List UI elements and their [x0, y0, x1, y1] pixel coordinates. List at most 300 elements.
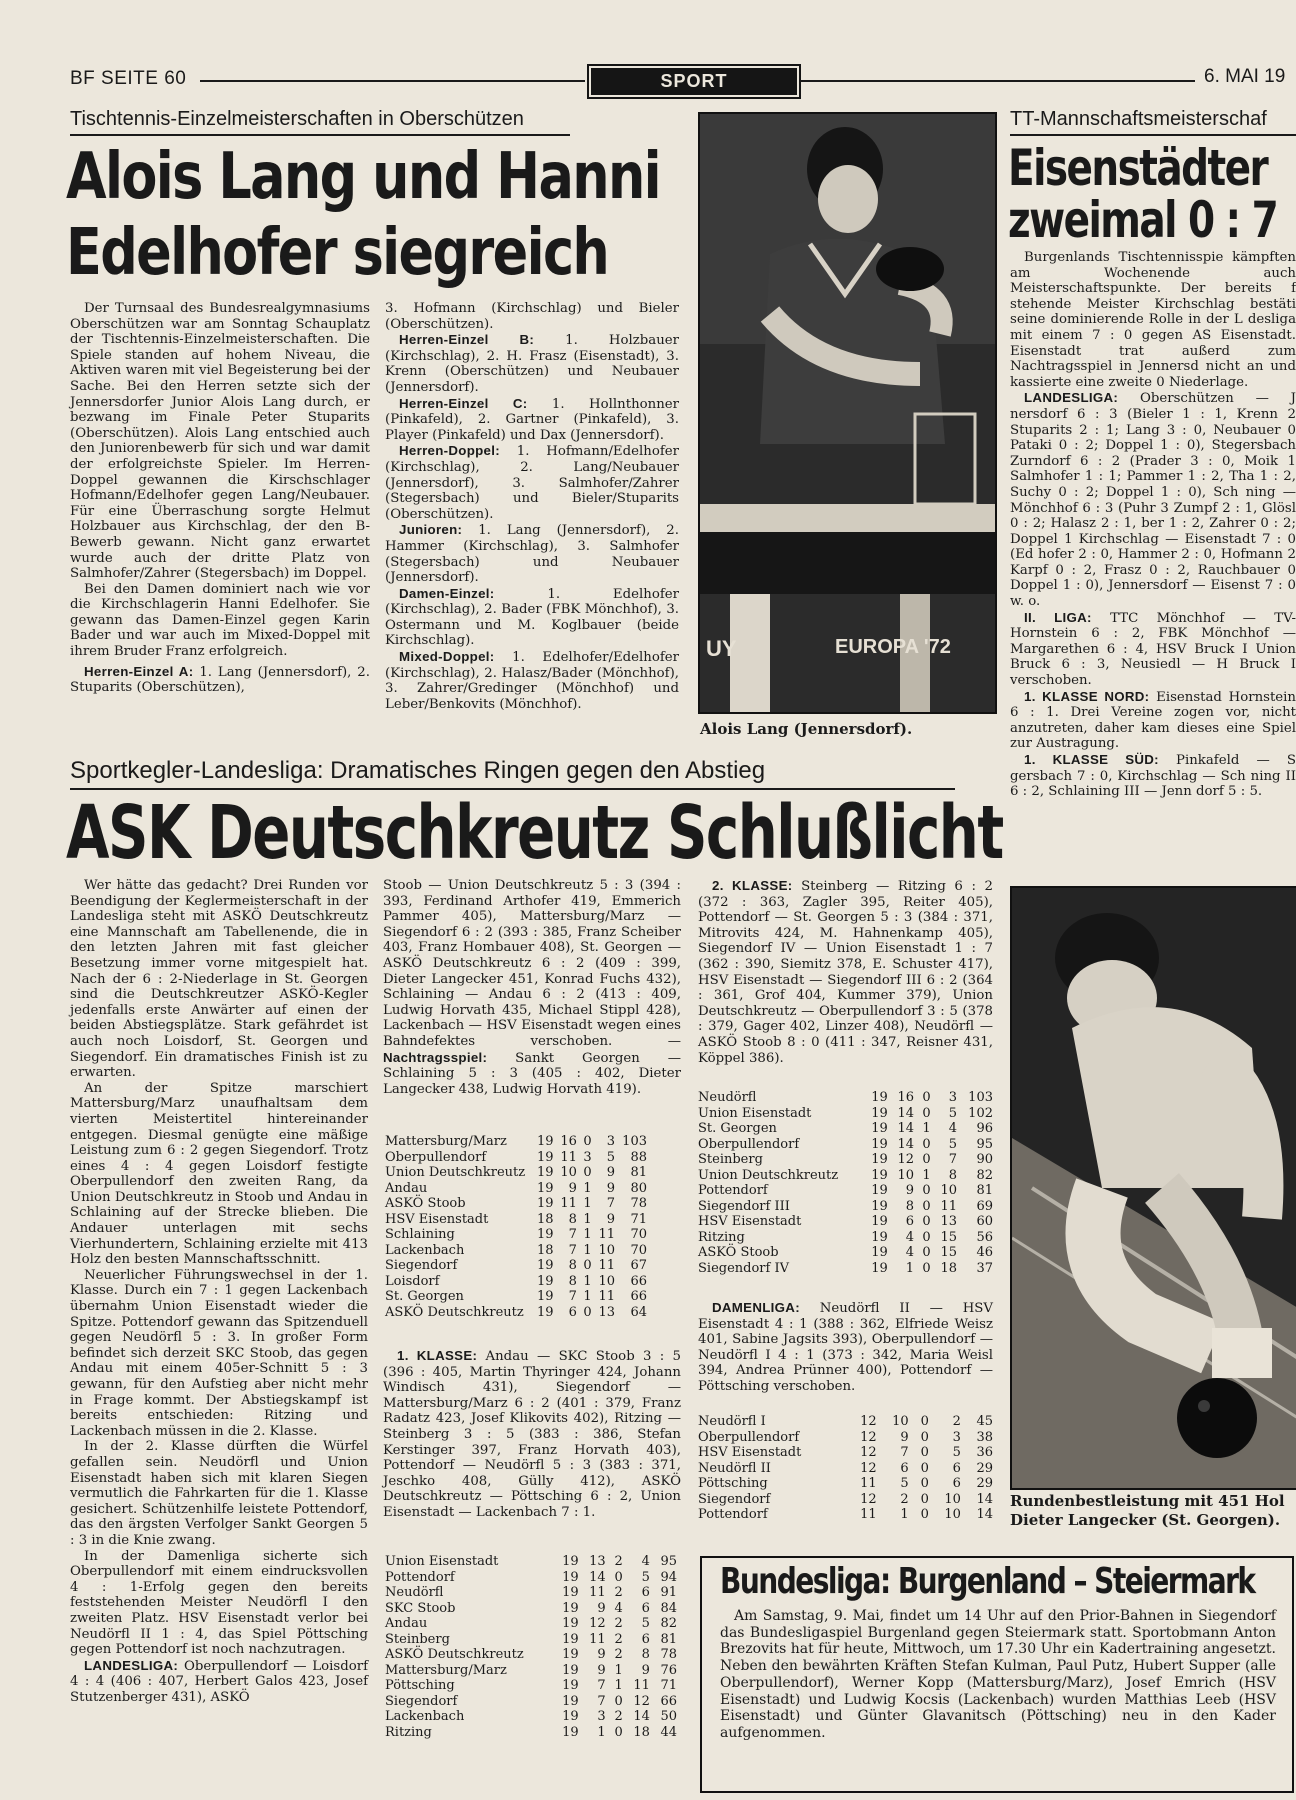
result-text: Eisenstad Hornstein 6 : 1. Drei Vereine zogen vor, nicht anzutreten, daher kam dieses eine Spiel zur Austragung.	[1010, 689, 1296, 752]
tt-headline-line2: Edelhofer siegreich	[66, 216, 609, 290]
team-name: ASKÖ Deutschkreutz	[385, 1304, 524, 1320]
result-text: Andau — SKC Stoob 3 : 5 (396 : 405, Martin Thyringer 424, Johann Windisch 431), Siegendorf — Mattersburg/Marz 6 : 2 (401 : 379, Franz Radatz 423, Josef Klikovits 402), Ritzing — Steinberg 3 : 5 (383 : 386, Stefan Kerstinger 397, Franz Horvath 403), Pottendorf — Neudörfl 5 : 3 (383 : 371, Jeschko 408, Gülly 412), ASKÖ Deutschkreutz — Pöttsching 6 : 2, Union Eisenstadt — Lackenbach 7 : 1.	[383, 1349, 681, 1520]
table-cell: 2	[614, 1616, 623, 1631]
tt-team-headline-line1: Eisenstädter	[1008, 139, 1268, 197]
table-row	[385, 1227, 647, 1243]
table-cell: 14	[897, 1136, 915, 1152]
table-row	[698, 1430, 993, 1446]
table-cell: 103	[622, 1134, 647, 1149]
table-cell: 8	[568, 1211, 577, 1227]
table-cell: 13	[589, 1554, 606, 1569]
team-name: HSV Eisenstadt	[385, 1211, 489, 1227]
result-text: Oberpullendorf — Loisdorf 4 : 4 (406 : 407, Herbert Galos 423, Josef Stutzenberger 431), ASKÖ	[70, 1658, 368, 1705]
table-cell: 4	[905, 1229, 915, 1245]
table-cell: 7	[597, 1693, 606, 1709]
table-cell: 10	[560, 1165, 577, 1180]
table-row	[698, 1507, 993, 1523]
tt-kicker: Tischtennis-Einzelmeisterschaften in Oberschützen	[70, 108, 524, 130]
team-name: Ritzing	[385, 1724, 432, 1740]
table-cell: 66	[660, 1693, 677, 1709]
tt-result-mixed-doppel	[385, 649, 679, 712]
result-label: 1. KLASSE:	[397, 1348, 478, 1363]
table-cell: 36	[976, 1445, 993, 1460]
kegel-kicker: Sportkegler-Landesliga: Dramatisches Ringen gegen den Abstieg	[70, 757, 766, 784]
table-cell: 4	[948, 1121, 957, 1136]
table-cell: 19	[536, 1180, 554, 1196]
result-text: 1. Edelhofer/Edelhofer (Kirchschlag), 2. Halasz/Bader (Mönchhof), 3. Zahrer/Gredinger (Mönchhof) und Leber/Benkovits (Mönchhof).	[385, 650, 679, 712]
table-cell: 0	[614, 1693, 623, 1709]
table-cell: 1	[905, 1260, 915, 1276]
table-cell: 8	[948, 1167, 957, 1183]
table-cell: 19	[536, 1289, 554, 1304]
team-name: Mattersburg/Marz	[385, 1662, 507, 1678]
header-rule-left	[200, 80, 585, 82]
table-cell: 0	[922, 1105, 931, 1121]
table-cell: 0	[922, 1229, 931, 1245]
table-cell: 91	[660, 1585, 677, 1600]
result-label: Damen-Einzel:	[399, 585, 495, 601]
table-cell: 44	[660, 1724, 677, 1740]
result-label: Mixed-Doppel:	[399, 649, 495, 665]
table-cell: 18	[633, 1724, 650, 1740]
tt-paragraph: 3. Hofmann (Kirchschlag) und Bieler (Oberschützen).	[385, 301, 679, 332]
table-cell: 0	[922, 1214, 931, 1229]
team-name: Union Deutschkreutz	[698, 1167, 839, 1183]
team-name: Siegendorf	[698, 1491, 771, 1507]
table-cell: 7	[948, 1152, 957, 1167]
table-cell: 96	[976, 1121, 993, 1136]
table-cell: 19	[562, 1709, 579, 1724]
team-name: Steinberg	[385, 1631, 450, 1647]
result-text: Oberschützen — J nersdorf 6 : 3 (Bieler 1 : 1, Krenn 2 Stuparits 2 : 1; Lang 3 : 0, Neubauer 0 Pataki 0 : 2; Doppel 1 : 0), Stegersbach Zurndorf 6 : 2 (Prader 3 : 0, Moik 1 Salmhofer 1 : 1; Pammer 1 : 2, Tha 1 : 2, Suchy 0 : 2; Doppel 1 : 0), Sch ning — Mönchhof 6 : 3 (Puhr 3 Zumpf 2 : 1, Glösl 0 : 2; Halasz 2 : 1, ber 1 : 2, Zahrer 0 : 2; Doppel 1 Kirchschlag — Eisenstadt 7 : 0 (Ed hofer 2 : 0, Hammer 2 : 0, Hofmann 2 Karpf 0 : 2, Frasz 0 : 2, Rauchbauer 0 Doppel 1 : 0), Jennersdorf — Eisenst 7 : 0 w. o.	[1010, 391, 1296, 610]
table-row	[385, 1554, 677, 1570]
table-cell: 11	[589, 1585, 606, 1600]
table-cell: 19	[562, 1647, 579, 1662]
table-cell: 11	[860, 1507, 877, 1522]
table-cell: 0	[922, 1152, 931, 1167]
table-cell: 3	[948, 1090, 957, 1105]
table-row	[385, 1585, 677, 1601]
tt-team-liga2	[1010, 610, 1296, 689]
table-cell: 0	[922, 1183, 931, 1198]
table-cell: 11	[633, 1678, 650, 1693]
table-cell: 46	[976, 1245, 993, 1260]
table-cell: 5	[948, 1105, 957, 1121]
team-name: Siegendorf III	[698, 1198, 790, 1214]
team-name: Ritzing	[698, 1229, 745, 1245]
team-name: Lackenbach	[385, 1709, 465, 1724]
page-number: BF SEITE 60	[70, 68, 187, 89]
table-cell: 19	[871, 1260, 888, 1276]
bundesliga-headline: Bundesliga: Burgenland – Steiermark	[720, 1561, 1255, 1602]
result-text: Sankt Georgen — Schlaining 5 : 3 (405 : 402, Dieter Langecker 438, Ludwig Horvath 419).	[383, 1050, 681, 1097]
table-cell: 14	[633, 1709, 650, 1724]
table-cell: 10	[897, 1167, 915, 1183]
table-cell: 102	[968, 1105, 993, 1121]
table-cell: 10	[944, 1491, 961, 1507]
table-cell: 9	[641, 1662, 650, 1678]
table-cell: 9	[606, 1211, 616, 1227]
table-cell: 2	[614, 1585, 623, 1600]
table-cell: 88	[630, 1149, 647, 1165]
team-name: Andau	[385, 1180, 428, 1196]
issue-date: 6. MAI 19	[1204, 66, 1286, 87]
table-cell: 60	[976, 1214, 993, 1229]
table-cell: 11	[598, 1258, 616, 1273]
table-cell: 3	[583, 1149, 592, 1165]
table-cell: 19	[871, 1167, 888, 1183]
table-cell: 12	[860, 1445, 877, 1460]
table-cell: 10	[940, 1183, 957, 1198]
table-cell: 0	[920, 1476, 929, 1491]
tt-player-photo	[698, 112, 997, 714]
table-cell: 56	[976, 1229, 993, 1245]
tt-photo-caption: Alois Lang (Jennersdorf).	[700, 720, 913, 738]
table-cell: 7	[900, 1445, 909, 1460]
table-cell: 4	[641, 1554, 650, 1569]
result-text: Neudörfl II — HSV Eisenstadt 4 : 1 (388 : 362, Elfriede Weisz 401, Sabine Jagsits 393), Oberpullendorf — Neudörfl I 4 : 1 (373 : 342, Maria Weisl 394, Andrea Prünner 400), Pottendorf — Pöttsching verschoben.	[698, 1301, 993, 1394]
table-cell: 19	[562, 1631, 579, 1647]
table-cell: 0	[583, 1304, 592, 1320]
kegel-klasse1-results	[383, 1348, 681, 1521]
team-name: Pöttsching	[698, 1476, 768, 1491]
table-cell: 9	[606, 1180, 616, 1196]
tt-team-paragraph: Burgenlands Tischtennisspie kämpften am Wochenende auch Meisterschaftspunkte. Der bereits f stehende Meister Kirchschlag bestäti seine dominierende Rolle in der L desliga mit einem 7 : 0 gegen AS Eisenstadt. Eisenstadt trat außerd zum Nachtragsspiel in Jennersd nicht an und kassierte eine zweite 0 Niederlage.	[1010, 250, 1296, 390]
table-cell: 29	[976, 1460, 993, 1476]
table-cell: 1	[583, 1242, 592, 1258]
table-row	[698, 1261, 993, 1277]
table-cell: 81	[976, 1183, 993, 1198]
table-cell: 0	[922, 1090, 931, 1105]
section-label: SPORT	[660, 71, 728, 91]
table-row	[385, 1150, 647, 1166]
team-name: Oberpullendorf	[698, 1136, 800, 1152]
table-cell: 2	[614, 1554, 623, 1569]
team-name: Pöttsching	[385, 1678, 455, 1693]
table-cell: 1	[583, 1196, 592, 1211]
tt-result-herren-a	[70, 664, 370, 696]
kegel-headline: ASK Deutschkreutz Schlußlicht	[66, 790, 1003, 876]
table-cell: 19	[536, 1196, 554, 1211]
table-cell: 2	[614, 1631, 623, 1647]
team-name: Lackenbach	[385, 1242, 465, 1258]
table-cell: 50	[660, 1709, 677, 1724]
table-cell: 76	[660, 1662, 677, 1678]
table-cell: 82	[660, 1616, 677, 1631]
table-cell: 9	[597, 1647, 606, 1662]
table-row	[698, 1199, 993, 1215]
table-cell: 0	[922, 1136, 931, 1152]
table-row	[698, 1152, 993, 1168]
tt-team-kicker: TT-Mannschaftsmeisterschaf	[1010, 108, 1267, 130]
team-name: Oberpullendorf	[385, 1149, 487, 1165]
table-cell: 9	[597, 1600, 606, 1616]
result-text: 1. Holzbauer (Kirchschlag), 2. H. Frasz (Eisenstadt), 3. Krenn (Oberschützen) und Neubauer (Jennersdorf).	[385, 333, 679, 395]
result-label: 1. KLASSE SÜD:	[1024, 752, 1159, 767]
table-cell: 71	[630, 1211, 647, 1227]
table-cell: 15	[940, 1229, 957, 1245]
table-cell: 9	[606, 1165, 616, 1180]
table-cell: 14	[897, 1121, 915, 1136]
result-label: Herren-Einzel C:	[399, 395, 528, 411]
table-cell: 70	[630, 1227, 647, 1242]
bundesliga-text	[720, 1608, 1276, 1742]
table-cell: 0	[920, 1507, 929, 1522]
table-row	[385, 1196, 647, 1212]
table-cell: 5	[952, 1445, 961, 1460]
table-cell: 13	[598, 1304, 616, 1320]
table-cell: 15	[940, 1245, 957, 1260]
table-cell: 12	[860, 1414, 877, 1429]
table-cell: 78	[660, 1647, 677, 1662]
kegel-paragraph	[698, 878, 993, 1066]
table-cell: 0	[583, 1165, 592, 1180]
table-cell: 19	[871, 1229, 888, 1245]
result-label: Junioren:	[399, 522, 463, 538]
team-name: Pottendorf	[698, 1507, 768, 1522]
table-cell: 12	[860, 1491, 877, 1507]
table-cell: 6	[952, 1460, 961, 1476]
team-name: St. Georgen	[698, 1121, 777, 1136]
team-name: Siegendorf	[385, 1693, 458, 1709]
table-cell: 19	[871, 1214, 888, 1229]
table-cell: 19	[536, 1304, 554, 1320]
table-cell: 5	[606, 1149, 616, 1165]
table-row	[698, 1445, 993, 1461]
table-cell: 12	[860, 1460, 877, 1476]
table-cell: 66	[630, 1289, 647, 1304]
table-row	[698, 1183, 993, 1199]
team-name: ASKÖ Deutschkreutz	[385, 1647, 524, 1662]
table-cell: 66	[630, 1273, 647, 1289]
table-cell: 1	[583, 1211, 592, 1227]
kegel-photo-caption	[1010, 1492, 1285, 1530]
table-cell: 11	[598, 1289, 616, 1304]
table-cell: 9	[597, 1662, 606, 1678]
table-row	[698, 1476, 993, 1492]
table-cell: 8	[568, 1258, 577, 1273]
tt-team-sued	[1010, 752, 1296, 800]
table-row	[385, 1616, 677, 1632]
table-cell: 19	[871, 1152, 888, 1167]
kegel-landesliga-results	[70, 1658, 368, 1706]
tt-column-1	[70, 301, 370, 696]
table-cell: 9	[905, 1183, 915, 1198]
table-cell: 10	[892, 1414, 909, 1429]
tt-result-herren-c	[385, 396, 679, 444]
table-cell: 19	[562, 1554, 579, 1569]
team-name: Pottendorf	[698, 1183, 768, 1198]
team-name: Mattersburg/Marz	[385, 1134, 507, 1149]
table-cell: 67	[630, 1258, 647, 1273]
table-cell: 1	[900, 1507, 909, 1522]
table-cell: 9	[900, 1429, 909, 1445]
table-cell: 1	[614, 1662, 623, 1678]
result-label: LANDESLIGA:	[84, 1657, 179, 1673]
table-cell: 64	[630, 1304, 647, 1320]
table-cell: 19	[562, 1569, 579, 1585]
table-damenliga	[698, 1414, 993, 1523]
table-cell: 18	[940, 1260, 957, 1276]
table-cell: 16	[560, 1134, 577, 1149]
table-cell: 11	[598, 1227, 616, 1242]
result-text: 1. Lang (Jennersdorf), 2. Stuparits (Oberschützen),	[70, 664, 370, 696]
header-rule-right	[800, 80, 1195, 82]
team-name: St. Georgen	[385, 1289, 464, 1304]
table-cell: 19	[562, 1662, 579, 1678]
table-cell: 1	[583, 1289, 592, 1304]
table-cell: 19	[871, 1121, 888, 1136]
table-cell: 11	[560, 1196, 577, 1211]
table-cell: 37	[976, 1260, 993, 1276]
table-landesliga	[385, 1134, 647, 1320]
tt-team-landesliga	[1010, 390, 1296, 609]
team-name: Schlaining	[385, 1227, 455, 1242]
table-row	[698, 1106, 993, 1122]
table-cell: 5	[641, 1616, 650, 1631]
team-name: Neudörfl	[385, 1585, 444, 1600]
table-cell: 1	[922, 1121, 931, 1136]
team-name: Oberpullendorf	[698, 1429, 800, 1445]
table-cell: 5	[948, 1136, 957, 1152]
table-cell: 0	[922, 1260, 931, 1276]
table-klasse2	[698, 1090, 993, 1276]
table-cell: 95	[660, 1554, 677, 1569]
table-cell: 2	[900, 1491, 909, 1507]
table-row	[385, 1678, 677, 1694]
photo-sign-text: EUROPA '72	[835, 636, 951, 658]
table-cell: 19	[871, 1245, 888, 1260]
table-cell: 81	[630, 1165, 647, 1180]
table-cell: 19	[536, 1165, 554, 1180]
table-cell: 80	[630, 1180, 647, 1196]
table-cell: 78	[630, 1196, 647, 1211]
table-cell: 7	[606, 1196, 616, 1211]
result-text: Pinkafeld — S gersbach 7 : 0, Kirchschlag — Sch ning II 6 : 2, Schlaining III — Jenn dorf 5 : 5.	[1010, 753, 1296, 800]
table-cell: 19	[871, 1183, 888, 1198]
table-cell: 3	[952, 1429, 961, 1445]
table-row	[385, 1212, 647, 1228]
caption-line: Rundenbestleistung mit 451 Hol	[1010, 1492, 1285, 1510]
photo-sign-text: UY	[706, 636, 737, 661]
result-label: LANDESLIGA:	[1024, 390, 1119, 406]
table-cell: 0	[920, 1414, 929, 1429]
table-row	[385, 1570, 677, 1586]
tt-headline-line1: Alois Lang und Hanni	[66, 140, 661, 214]
result-label: Herren-Einzel B:	[399, 332, 535, 348]
table-cell: 3	[597, 1709, 606, 1724]
table-cell: 11	[940, 1198, 957, 1214]
kegel-paragraph: In der 2. Klasse dürften die Würfel gefallen sein. Neudörfl und Union Eisenstadt haben sich mit klaren Siegen vermutlich die Fahrkarten für die 1. Klasse gesichert. Schützenhilfe leistete Pottendorf, das den ärgsten Verfolger Sankt Georgen 5 : 3 in die Knie zwang.	[70, 1439, 368, 1548]
table-cell: 0	[614, 1569, 623, 1585]
table-cell: 19	[536, 1227, 554, 1242]
table-cell: 14	[897, 1105, 915, 1121]
table-cell: 14	[589, 1569, 606, 1585]
table-row	[698, 1230, 993, 1246]
table-cell: 6	[568, 1304, 577, 1320]
team-name: Loisdorf	[385, 1273, 440, 1289]
team-name: SKC Stoob	[385, 1600, 456, 1616]
tt-column-2	[385, 301, 679, 712]
tt-photo-illustration	[700, 114, 995, 712]
table-cell: 8	[641, 1647, 650, 1662]
table-cell: 19	[536, 1258, 554, 1273]
tt-kicker-underline	[70, 134, 570, 136]
kegel-paragraph: Wer hätte das gedacht? Drei Runden vor Beendigung der Keglermeisterschaft in der Landesliga steht mit ASKÖ Deutschkreutz eine Mannschaft am Tabellenende, die in den letzten Jahren mit fast gleicher Besetzung immer vorne mitgespielt hat. Nach der 6 : 2-Niederlage in St. Georgen sind die Deutschkreutzer ASKÖ-Kegler jedenfalls erste Anwärter auf einen der beiden Abstiegsplätze. Stark gefährdet ist auch noch Loisdorf, St. Georgen und Siegendorf. Ein dramatisches Finish ist zu erwarten.	[70, 878, 368, 1081]
table-cell: 12	[589, 1616, 606, 1631]
table-cell: 82	[976, 1167, 993, 1183]
kegel-photo-illustration	[1012, 888, 1296, 1488]
result-label: Herren-Doppel:	[399, 443, 500, 459]
table-cell: 19	[562, 1678, 579, 1693]
table-cell: 6	[641, 1585, 650, 1600]
table-cell: 18	[536, 1242, 554, 1258]
table-cell: 1	[583, 1180, 592, 1196]
caption-line: Dieter Langecker (St. Georgen).	[1010, 1511, 1281, 1529]
team-name: Siegendorf IV	[698, 1260, 789, 1276]
table-cell: 11	[860, 1476, 877, 1491]
table-cell: 70	[630, 1242, 647, 1258]
table-cell: 2	[614, 1709, 623, 1724]
kegel-paragraph: Neuerlicher Führungswechsel in der 1. Klasse. Durch ein 7 : 1 gegen Lackenbach übernahm Union Eisenstadt wieder die Spitze. Pottendorf gewann das Spitzenduell gegen Neudörfl 5 : 3. In großer Form befindet sich derzeit SKC Stoob, das gegen Andau mit einem 405er-Schnitt 5 : 3 gewann, für den Aufstieg aber nicht mehr in Frage kommt. Der Abstiegskampf ist bereits entschieden: Ritzing und Lackenbach müssen in die 2. Klasse.	[70, 1267, 368, 1439]
table-cell: 10	[944, 1507, 961, 1522]
team-name: Siegendorf	[385, 1258, 458, 1273]
table-row	[385, 1647, 677, 1663]
table-cell: 8	[905, 1198, 915, 1214]
table-row	[385, 1165, 647, 1181]
table-cell: 1	[583, 1273, 592, 1289]
result-text: 1. Edelhofer (Kirchschlag), 2. Bader (FBK Mönchhof), 3. Ostermann und M. Koglbauer (beide Kirchschlag).	[385, 586, 679, 649]
kegel-column-3	[698, 878, 993, 1066]
result-text: 1. Hollnthonner (Pinkafeld), 2. Gartner (Pinkafeld), 3. Player (Pinkafeld) und Dax (Jennersdorf).	[385, 396, 679, 443]
table-cell: 0	[583, 1258, 592, 1273]
bundesliga-paragraph: Am Samstag, 9. Mai, findet um 14 Uhr auf den Prior-Bahnen in Siegendorf das Bundesligaspiel Burgenland gegen Steiermark statt. Sportobmann Anton Brezovits hat für heute, Mittwoch, um 17.30 Uhr ein Kadertraining angesetzt. Neben den bewährten Kräften Stefan Kulman, Paul Putz, Hubert Supper (alle Oberpullendorf), Werner Kopp (Mattersburg/Marz), Josef Emrich (HSV Eisenstadt) und Ludwig Kocsis (Lackenbach) wurden Matthias Leeb (HSV Eisenstadt) und Günter Glavanitsch (Pöttsching) neu in den Kader aufgenommen.	[720, 1608, 1276, 1741]
table-cell: 1	[583, 1227, 592, 1242]
result-text: 1. Hofmann/Edelhofer (Kirchschlag), 2. Lang/Neubauer (Jennersdorf), 3. Salmhofer/Zahrer (Stegersbach) und Bieler/Stuparits (Oberschützen).	[385, 444, 679, 522]
table-row	[385, 1709, 677, 1725]
tt-result-junioren	[385, 522, 679, 585]
table-cell: 12	[633, 1693, 650, 1709]
table-cell: 90	[976, 1152, 993, 1167]
table-cell: 2	[952, 1414, 961, 1429]
table-cell: 0	[614, 1724, 623, 1740]
table-cell: 7	[568, 1227, 577, 1242]
team-name: HSV Eisenstadt	[698, 1214, 802, 1229]
table-cell: 0	[920, 1491, 929, 1507]
table-cell: 7	[568, 1242, 577, 1258]
bundesliga-box	[700, 1556, 1294, 1793]
team-name: Steinberg	[698, 1152, 763, 1167]
table-cell: 94	[660, 1569, 677, 1585]
table-row	[698, 1461, 993, 1477]
table-cell: 11	[589, 1631, 606, 1647]
tt-result-herren-doppel	[385, 443, 679, 522]
table-cell: 6	[641, 1600, 650, 1616]
table-cell: 12	[860, 1429, 877, 1445]
team-name: Union Deutschkreutz	[385, 1165, 526, 1180]
table-row	[698, 1121, 993, 1137]
table-cell: 5	[641, 1569, 650, 1585]
table-cell: 8	[568, 1273, 577, 1289]
table-cell: 103	[968, 1090, 993, 1105]
table-row	[385, 1305, 647, 1321]
table-cell: 29	[976, 1476, 993, 1491]
table-row	[385, 1274, 647, 1290]
kegel-paragraph	[383, 1348, 681, 1521]
table-cell: 81	[660, 1631, 677, 1647]
table-row	[385, 1694, 677, 1710]
kegel-column-2	[383, 878, 681, 1097]
